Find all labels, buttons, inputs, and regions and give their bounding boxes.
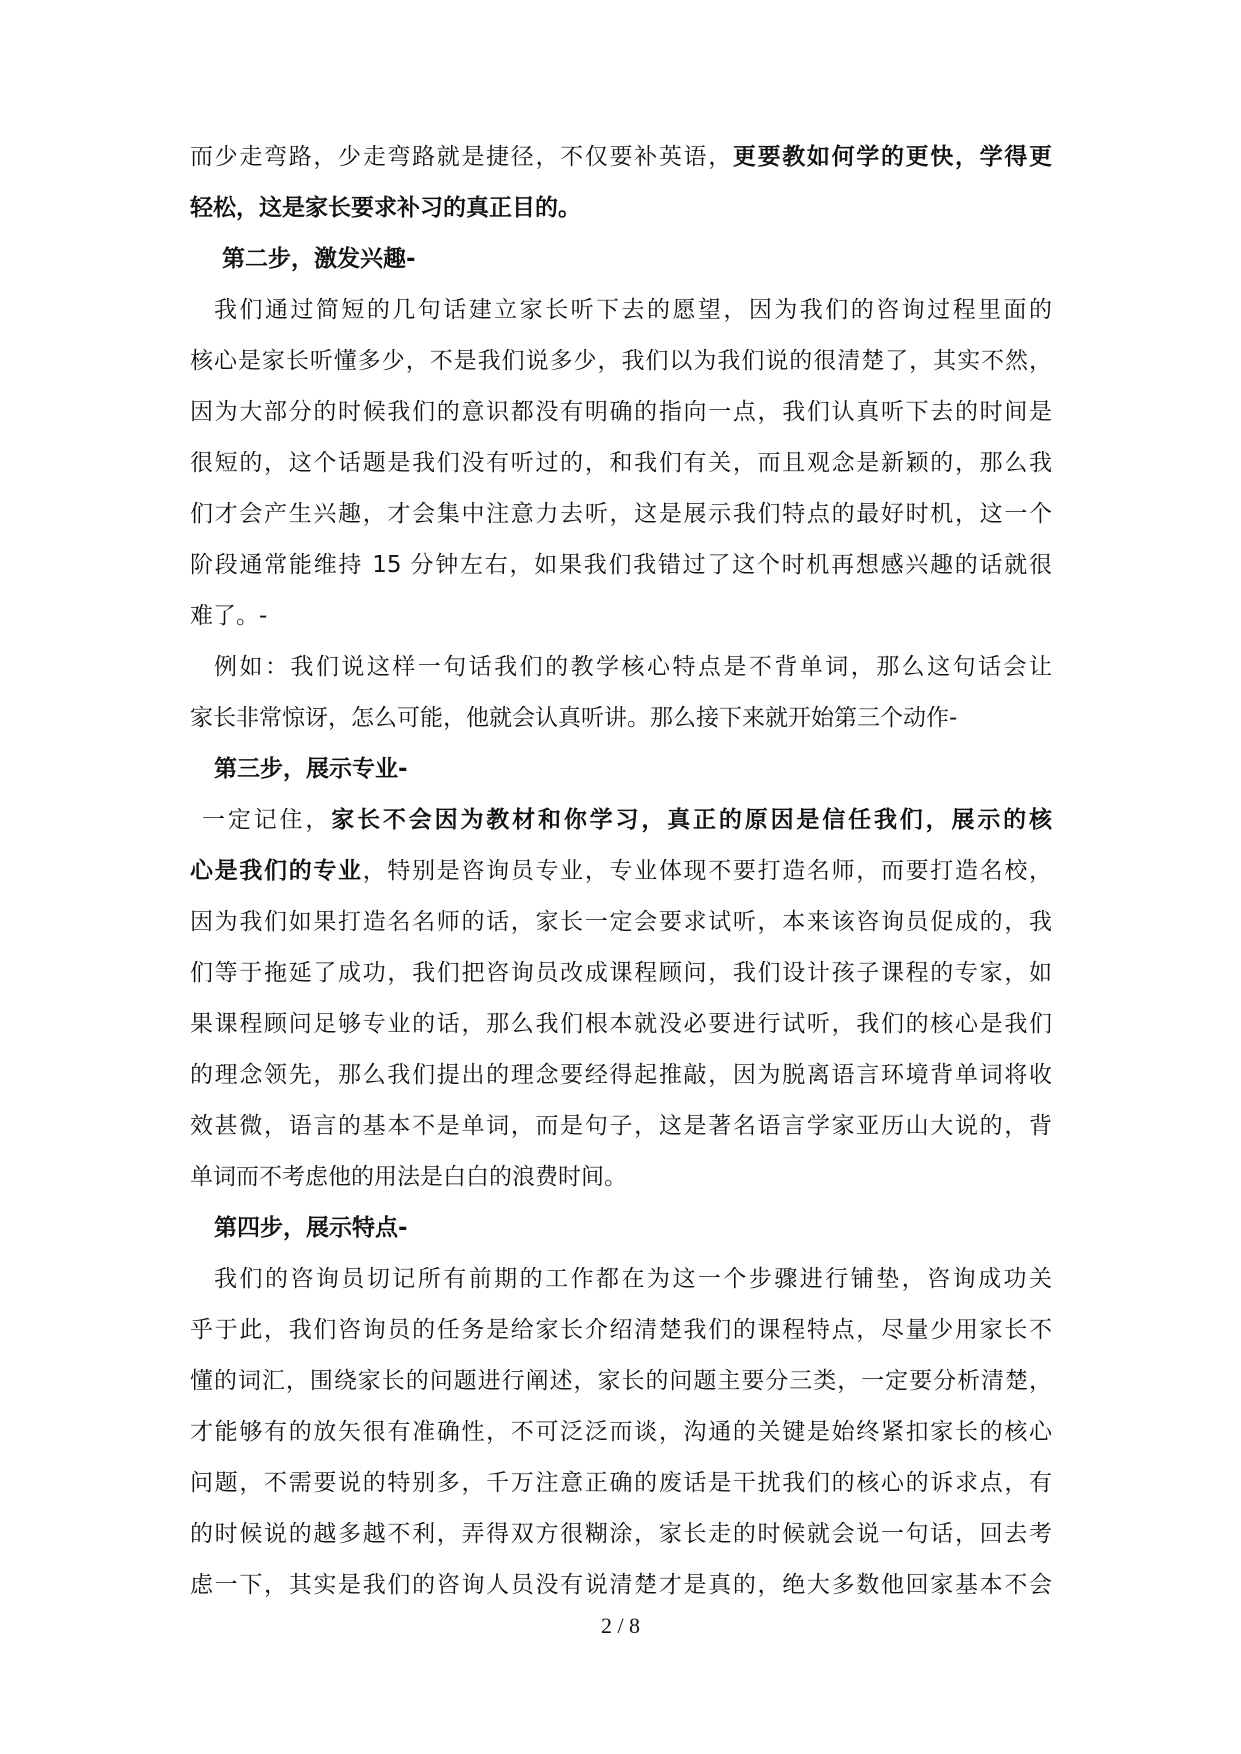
step3-line-1: 一定记住，家长不会因为教材和你学习，真正的原因是信任我们，展示的核 xyxy=(202,807,1052,833)
intro-line-1: 而少走弯路，少走弯路就是捷径，不仅要补英语，更要教如何学的更快，学得更 xyxy=(190,144,1053,170)
step2-p1-line: 核心是家长听懂多少，不是我们说多少，我们以为我们说的很清楚了，其实不然， xyxy=(190,348,1052,374)
step2-p1-line: 我们通过简短的几句话建立家长听下去的愿望，因为我们的咨询过程里面的 xyxy=(214,297,1052,323)
step2-p2-line: 家长非常惊讶，怎么可能，他就会认真听讲。那么接下来就开始第三个动作- xyxy=(190,705,958,731)
intro-line-2: 轻松，这是家长要求补习的真正目的。 xyxy=(190,195,581,221)
step3-line-2: 心是我们的专业，特别是咨询员专业，专业体现不要打造名师，而要打造名校， xyxy=(190,858,1053,884)
step4-p1-line: 问题，不需要说的特别多，千万注意正确的废话是干扰我们的核心的诉求点，有 xyxy=(190,1470,1052,1496)
step4-p1-line: 才能够有的放矢很有准确性，不可泛泛而谈，沟通的关键是始终紧扣家长的核心 xyxy=(190,1419,1052,1445)
document-page xyxy=(190,132,1052,1611)
step2-heading: 第二步，激发兴趣- xyxy=(222,246,416,272)
step3-bold-text: 心是我们的专业 xyxy=(190,858,363,884)
step2-p1-line: 因为大部分的时候我们的意识都没有明确的指向一点，我们认真听下去的时间是 xyxy=(190,399,1052,425)
step4-p1-line: 乎于此，我们咨询员的任务是给家长介绍清楚我们的课程特点，尽量少用家长不 xyxy=(190,1317,1052,1343)
step2-p1-line: 阶段通常能维持 15 分钟左右，如果我们我错过了这个时机再想感兴趣的话就很 xyxy=(190,552,1052,578)
step4-heading: 第四步，展示特点- xyxy=(214,1215,408,1241)
step2-p1-line: 难了。- xyxy=(190,603,268,629)
step4-p1-line: 虑一下，其实是我们的咨询人员没有说清楚才是真的，绝大多数他回家基本不会 xyxy=(190,1572,1052,1598)
step3-bold-text: 家长不会因为教材和你学习，真正的原因是信任我们，展示的核 xyxy=(331,807,1052,833)
step3-line: 的理念领先，那么我们提出的理念要经得起推敲，因为脱离语言环境背单词将收 xyxy=(190,1062,1052,1088)
step3-line: 因为我们如果打造名名师的话，家长一定会要求试听，本来该咨询员促成的，我 xyxy=(190,909,1052,935)
page-number: 2 / 8 xyxy=(600,1613,641,1638)
step3-line: 单词而不考虑他的用法是白白的浪费时间。 xyxy=(190,1164,627,1190)
step4-p1-line: 懂的词汇，围绕家长的问题进行阐述，家长的问题主要分三类，一定要分析清楚， xyxy=(190,1368,1052,1394)
step2-p1-line: 们才会产生兴趣，才会集中注意力去听，这是展示我们特点的最好时机，这一个 xyxy=(190,501,1052,527)
step2-p2-line: 例如：我们说这样一句话我们的教学核心特点是不背单词，那么这句话会让 xyxy=(214,654,1052,680)
step3-line: 果课程顾问足够专业的话，那么我们根本就没必要进行试听，我们的核心是我们 xyxy=(190,1011,1052,1037)
step3-line: 效甚微，语言的基本不是单词，而是句子，这是著名语言学家亚历山大说的，背 xyxy=(190,1113,1052,1139)
step3-heading: 第三步，展示专业- xyxy=(214,756,408,782)
step3-line: 们等于拖延了成功，我们把咨询员改成课程顾问，我们设计孩子课程的专家，如 xyxy=(190,960,1052,986)
step4-p1-line: 的时候说的越多越不利，弄得双方很糊涂，家长走的时候就会说一句话，回去考 xyxy=(190,1521,1052,1547)
step4-p1-line: 我们的咨询员切记所有前期的工作都在为这一个步骤进行铺垫，咨询成功关 xyxy=(214,1266,1052,1292)
intro-bold-text: 更要教如何学的更快，学得更 xyxy=(732,144,1053,170)
step2-p1-line: 很短的，这个话题是我们没有听过的，和我们有关，而且观念是新颖的，那么我 xyxy=(190,450,1052,476)
